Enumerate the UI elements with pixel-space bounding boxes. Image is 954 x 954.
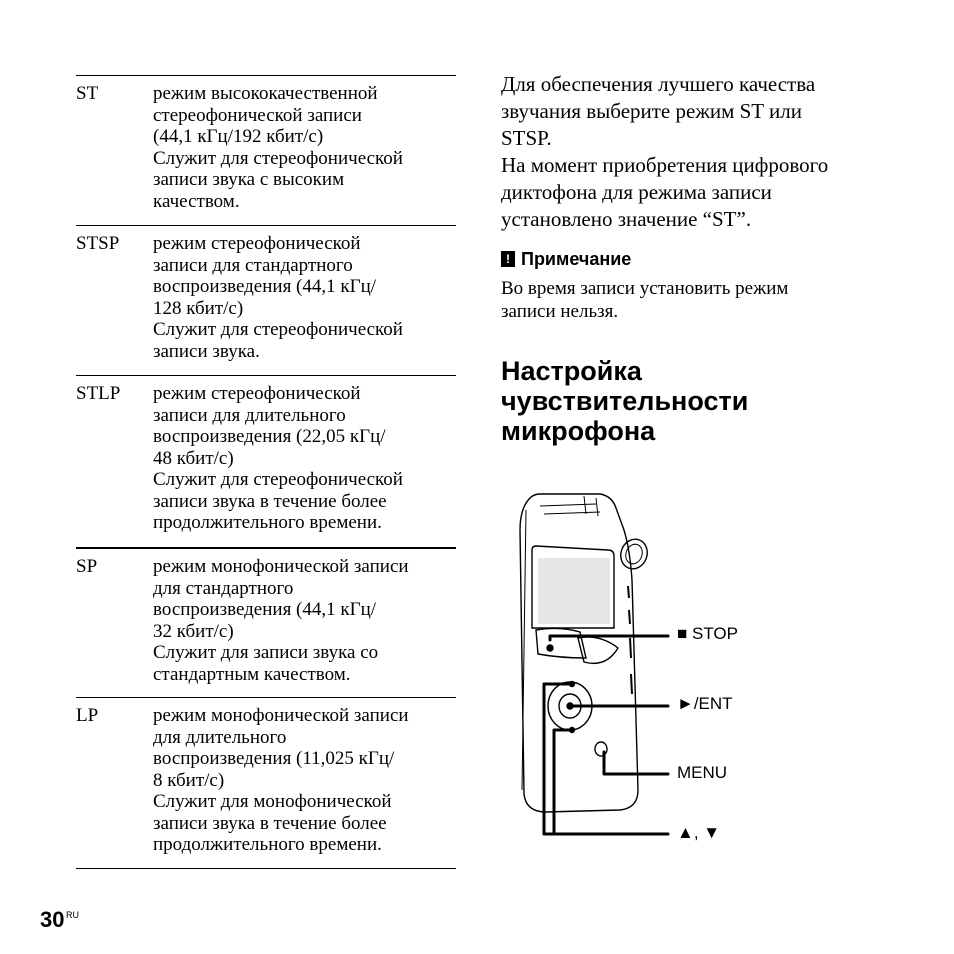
note-heading-text: Примечание — [521, 249, 632, 269]
play-ent-label: ►/ENT — [677, 694, 733, 713]
voice-recorder-illustration — [500, 490, 770, 850]
mode-description: режим монофонической записи для стандартного воспроизведения (44,1 кГц/ 32 кбит/с) Служит для записи звука со стандартным качеством. — [153, 556, 409, 685]
stop-callout-line — [550, 636, 668, 640]
mode-row-stlp — [76, 375, 456, 547]
microphone-grille — [617, 535, 652, 572]
mode-code: ST — [76, 83, 99, 104]
mode-code: STLP — [76, 383, 121, 404]
mode-description: режим стереофонической записи для стандартного воспроизведения (44,1 кГц/ 128 кбит/с) Служит для стереофонической записи звука. — [153, 233, 403, 362]
recording-modes-table — [76, 75, 456, 869]
note-heading — [501, 248, 631, 270]
stop-button-dot — [547, 645, 553, 651]
mode-description: режим монофонической записи для длительного воспроизведения (11,025 кГц/ 8 кбит/с) Служит для монофонической записи звука в течение более продолжительного времени. — [153, 705, 409, 855]
menu-callout-line — [604, 752, 668, 774]
top-details — [540, 496, 600, 516]
stop-label: ■ STOP — [677, 624, 738, 643]
microphone-inner — [623, 542, 645, 566]
note-icon: ! — [501, 251, 515, 267]
side-slits — [628, 586, 632, 694]
intro-paragraph: Для обеспечения лучшего качества звучания выберите режим ST или STSP. На момент приобретения цифрового диктофона для режима записи установлено значение “ST”. — [501, 72, 829, 231]
mode-row-sp — [76, 547, 456, 697]
mode-code: SP — [76, 556, 98, 577]
display-screen — [538, 558, 610, 624]
mode-description: режим высококачественной стереофонической записи (44,1 кГц/192 кбит/с) Служит для стереофонической записи звука с высоким качеством. — [153, 83, 403, 212]
section-title: Настройка чувствительности микрофона — [501, 356, 749, 446]
note-body: Во время записи установить режим записи нельзя. — [501, 278, 789, 322]
page-language: RU — [66, 910, 79, 920]
page-number: 30 — [40, 907, 65, 932]
mode-row-st — [76, 75, 456, 225]
stop-button-shape — [536, 628, 586, 658]
menu-label: MENU — [677, 763, 728, 782]
mode-code: STSP — [76, 233, 120, 254]
up-down-label: ▲, ▼ — [677, 823, 721, 842]
mode-row-stsp — [76, 225, 456, 375]
down-callout-line — [554, 730, 572, 834]
mode-code: LP — [76, 705, 99, 726]
mode-row-lp — [76, 697, 456, 869]
mode-description: режим стереофонической записи для длительного воспроизведения (22,05 кГц/ 48 кбит/с) Служит для стереофонической записи звука в течение более продолжительного времени. — [153, 383, 403, 533]
